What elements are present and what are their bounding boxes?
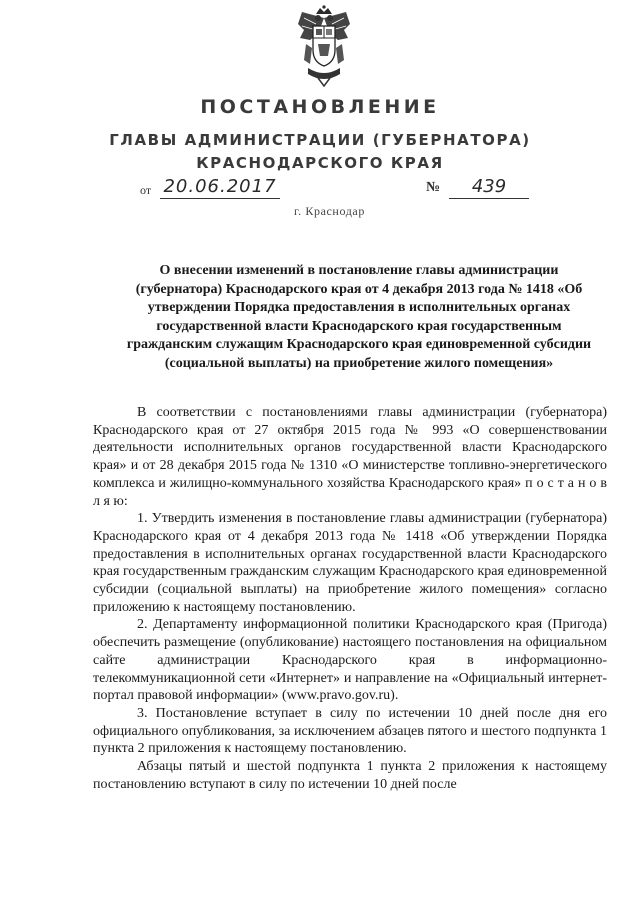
coat-of-arms-icon <box>296 4 352 88</box>
document-date: 20.06.2017 <box>160 176 280 199</box>
body-paragraph: 2. Департаменту информационной политики Краснодарского края (Пригода) обеспечить размещение (опубликование) настоящего постановления на официальном сайте администрации Краснодарского края в информационно-телекоммуникационной сети «Интернет» и направление на «Официальный интернет-портал правовой информации» (www.pravo.gov.ru). <box>93 617 607 704</box>
document-number: 439 <box>449 176 529 199</box>
body-paragraph: В соответствии с постановлениями главы администрации (губернатора) Краснодарского края от 27 октября 2015 года № 993 «О совершенствовании деятельности исполнительных органов государственной власти Краснодарского края» и от 28 декабря 2015 года № 1310 «О министерстве топливно-энергетического комплекса и жилищно-коммунального хозяйства Краснодарского края» п о с т а н о в л я ю: <box>93 405 607 509</box>
document-type-heading: ПОСТАНОВЛЕНИЕ <box>200 96 440 118</box>
body-paragraph: 3. Постановление вступает в силу по истечении 10 дней после дня его официального опубликования, за исключением абзацев пятого и шестого подпункта 1 пункта 2 приложения к настоящему постановлению. <box>93 705 607 757</box>
body-paragraph: 1. Утвердить изменения в постановление главы администрации (губернатора) Краснодарского края от 4 декабря 2013 года № 1418 «Об утверждении Порядка предоставления в исполнительных органах государственной власти Краснодарского края государственным гражданским служащим Краснодарского края единовременной субсидии (социальной выплаты) на приобретение жилого помещения» согласно приложению к настоящему постановлению. <box>93 511 607 615</box>
document-body <box>93 404 607 793</box>
issuer-heading: ГЛАВЫ АДМИНИСТРАЦИИ (ГУБЕРНАТОРА) <box>109 131 531 149</box>
number-label: № <box>426 180 441 195</box>
city-name: г. Краснодар <box>294 204 365 218</box>
date-label: от <box>140 183 152 197</box>
region-heading: КРАСНОДАРСКОГО КРАЯ <box>196 154 444 172</box>
body-paragraph: Абзацы пятый и шестой подпункта 1 пункта 2 приложения к настоящему постановлению вступают в силу по истечении 10 дней после <box>93 759 607 792</box>
document-title: О внесении изменений в постановление главы администрации (губернатора) Краснодарского края от 4 декабря 2013 года № 1418 «Об утверждении Порядка предоставления в исполнительных органах государственной власти Краснодарского края государственным гражданским служащим Краснодарского края единовременной субсидии (социальной выплаты) на приобретение жилого помещения» <box>126 263 592 371</box>
